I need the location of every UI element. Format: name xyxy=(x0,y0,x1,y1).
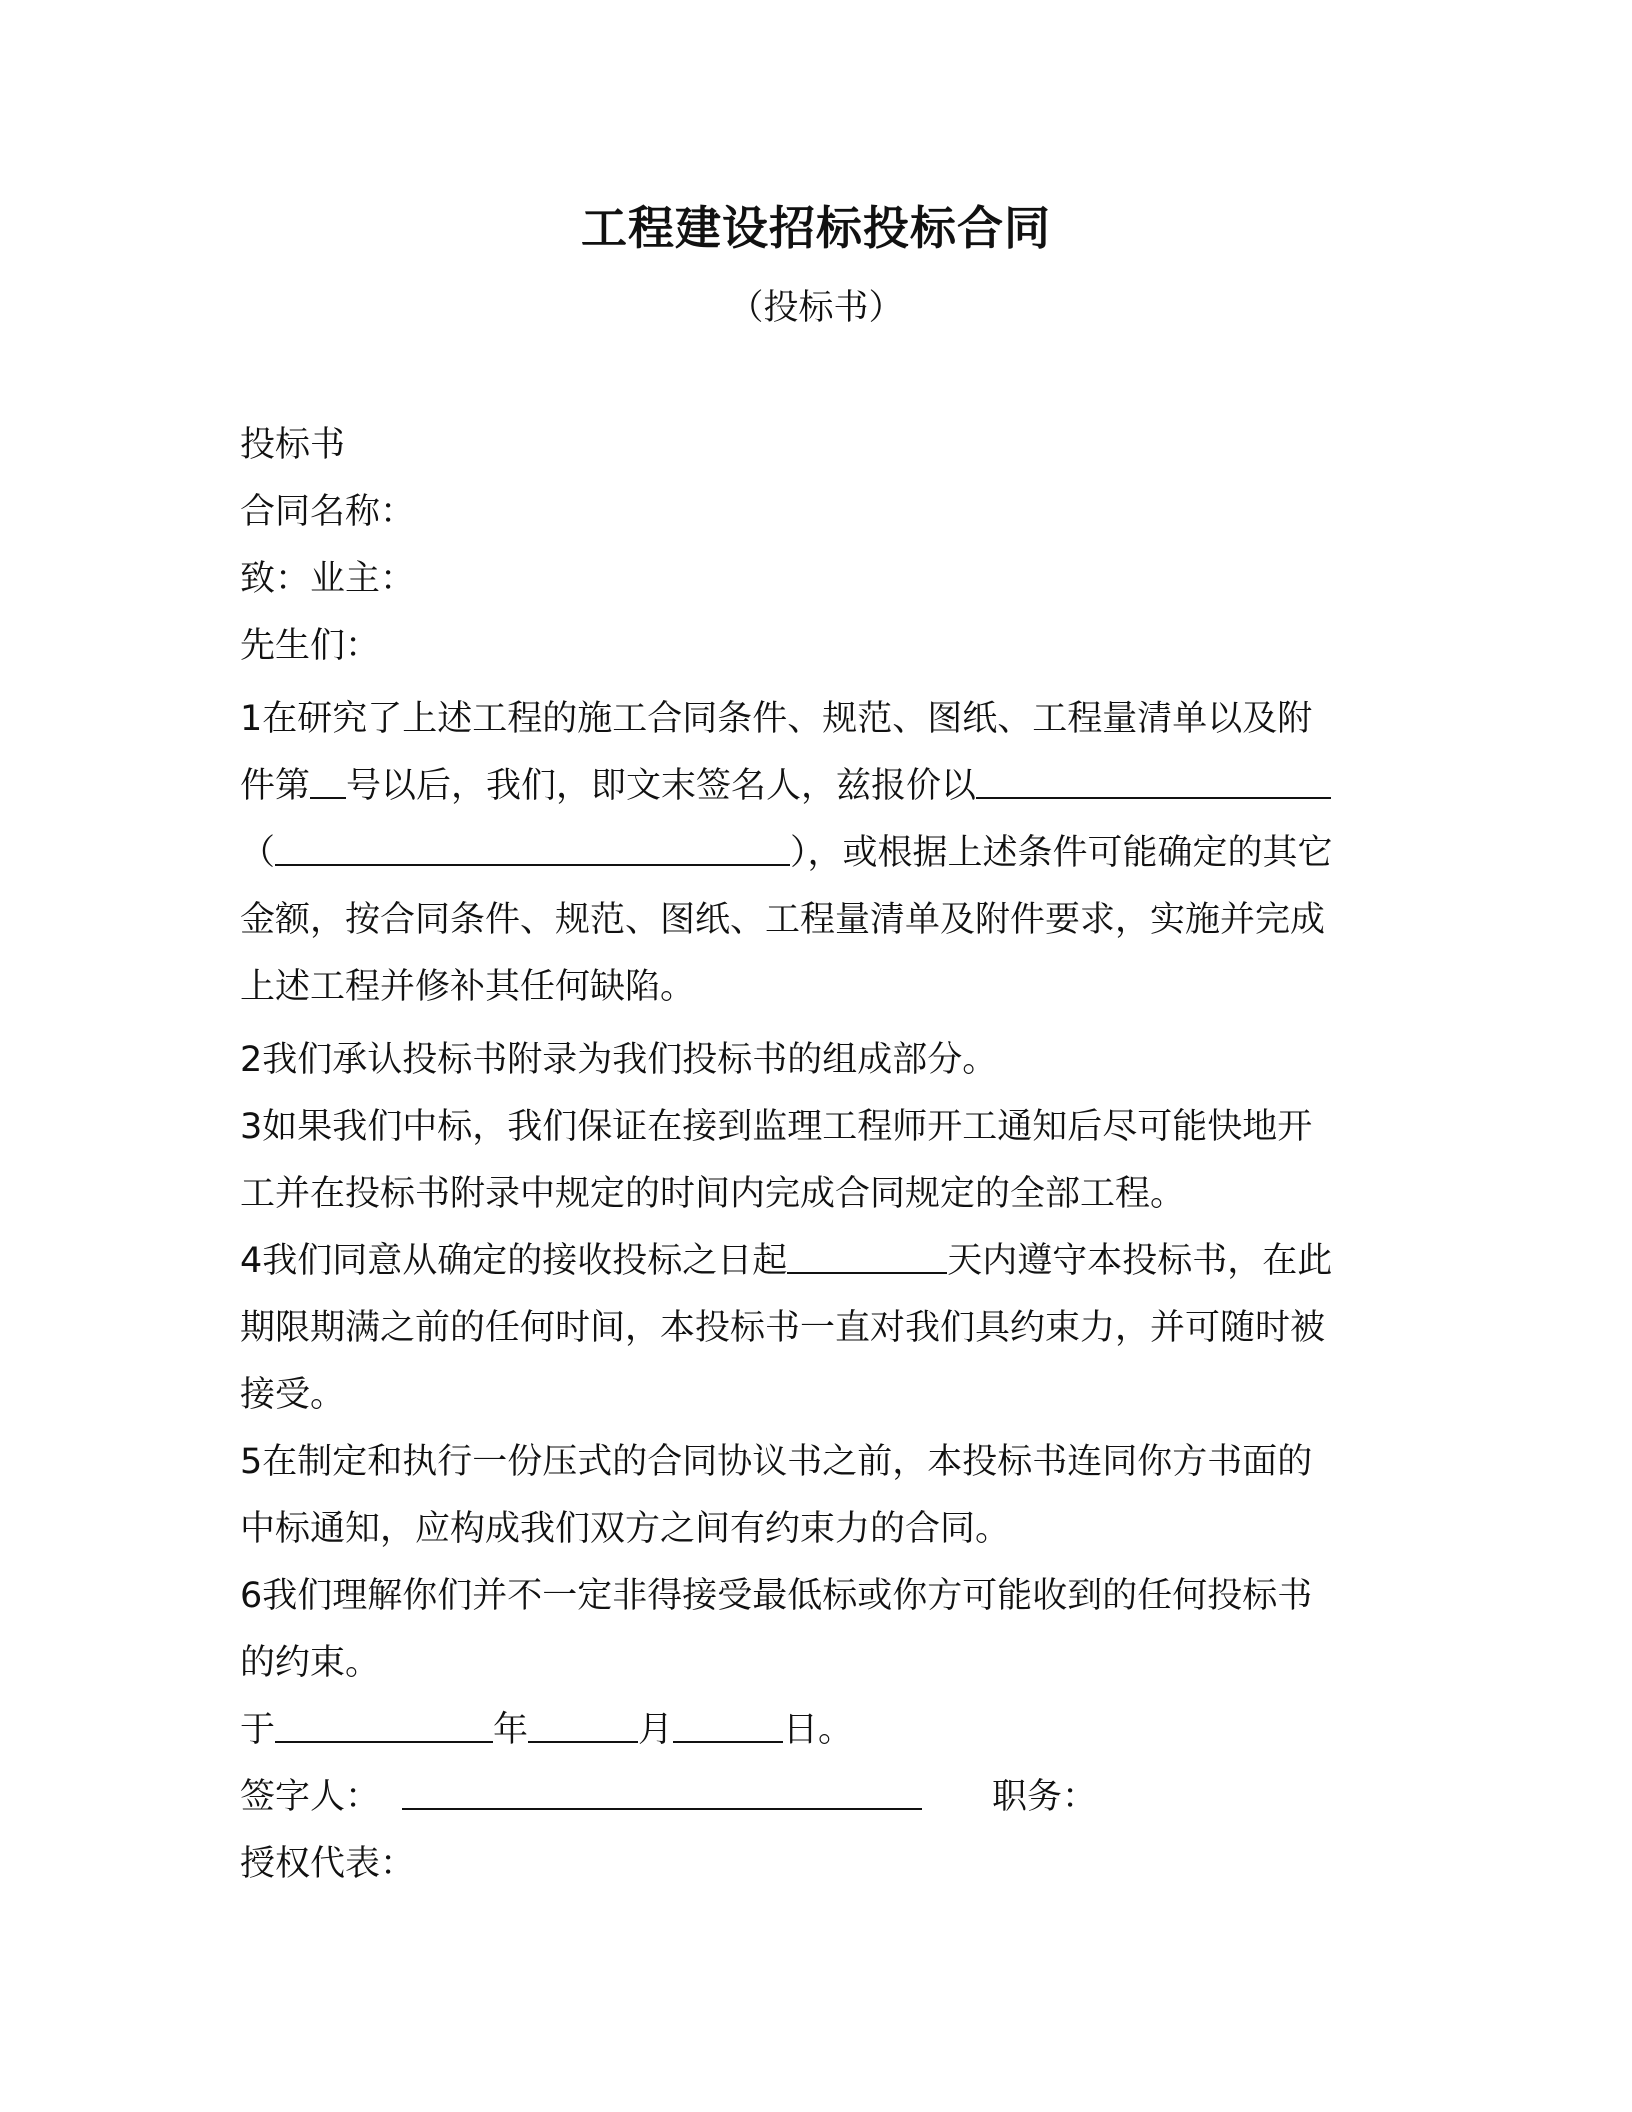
day-label: 日。 xyxy=(783,1710,854,1750)
paragraph-4-line xyxy=(240,1228,1392,1295)
paragraph-1-text: ），或根据上述条件可能确定的其它 xyxy=(790,833,1333,873)
validity-days-blank[interactable] xyxy=(787,1232,947,1274)
paragraph-4-line: 接受。 xyxy=(240,1375,346,1415)
signatory-line xyxy=(240,1764,1392,1831)
paragraph-4-line: 期限期满之前的任何时间，本投标书一直对我们具约束力，并可随时被 xyxy=(240,1308,1326,1348)
paragraph-6-line: 6我们理解你们并不一定非得接受最低标或你方可能收到的任何投标书 xyxy=(240,1576,1313,1616)
to-owner-label: 致：业主： xyxy=(240,559,416,599)
paragraph-3-line: 3如果我们中标，我们保证在接到监理工程师开工通知后尽可能快地开 xyxy=(240,1107,1313,1147)
authorized-rep-label: 授权代表： xyxy=(240,1844,416,1884)
signatory-label: 签字人： xyxy=(240,1777,381,1817)
bid-price-blank[interactable] xyxy=(976,757,1331,799)
paragraph-1-line xyxy=(240,820,1392,887)
day-blank[interactable] xyxy=(673,1701,783,1743)
date-prefix: 于 xyxy=(240,1710,276,1750)
paragraph-6-line: 的约束。 xyxy=(240,1643,381,1683)
month-blank[interactable] xyxy=(528,1701,638,1743)
document-body xyxy=(240,412,1392,1898)
document-title: 工程建设招标投标合同 xyxy=(581,201,1051,255)
annex-number-blank[interactable] xyxy=(310,757,346,799)
paragraph-1-text: 号以后，我们，即文末签名人，兹报价以 xyxy=(346,766,977,806)
paragraph-3 xyxy=(240,1094,1392,1228)
paragraph-4-text: 天内遵守本投标书，在此 xyxy=(947,1241,1333,1281)
paragraph-4 xyxy=(240,1228,1392,1429)
paragraph-1-line: 上述工程并修补其任何缺陷。 xyxy=(240,967,696,1007)
paragraph-2 xyxy=(240,1027,1392,1094)
salutation: 先生们： xyxy=(240,626,381,666)
paragraph-1-text: （ xyxy=(240,833,276,873)
paragraph-1-line xyxy=(240,753,1392,820)
paragraph-2-line: 2我们承认投标书附录为我们投标书的组成部分。 xyxy=(240,1040,998,1080)
paragraph-1 xyxy=(240,686,1392,1021)
position-label: 职务： xyxy=(992,1777,1098,1817)
year-blank[interactable] xyxy=(275,1701,493,1743)
paragraph-3-line: 工并在投标书附录中规定的时间内完成合同规定的全部工程。 xyxy=(240,1174,1186,1214)
document-subtitle: （投标书） xyxy=(728,288,904,328)
signatory-blank[interactable] xyxy=(402,1768,922,1810)
paragraph-4-text: 4我们同意从确定的接收投标之日起 xyxy=(240,1241,788,1281)
month-label: 月 xyxy=(638,1710,674,1750)
bid-price-words-blank[interactable] xyxy=(275,824,790,866)
paragraph-1-line: 金额，按合同条件、规范、图纸、工程量清单及附件要求，实施并完成 xyxy=(240,900,1326,940)
paragraph-6 xyxy=(240,1563,1392,1697)
paragraph-1-line: 1在研究了上述工程的施工合同条件、规范、图纸、工程量清单以及附 xyxy=(240,699,1313,739)
paragraph-5-line: 中标通知，应构成我们双方之间有约束力的合同。 xyxy=(240,1509,1011,1549)
paragraph-5-line: 5在制定和执行一份压式的合同协议书之前，本投标书连同你方书面的 xyxy=(240,1442,1313,1482)
paragraph-5 xyxy=(240,1429,1392,1563)
year-label: 年 xyxy=(493,1710,529,1750)
contract-name-label: 合同名称： xyxy=(240,492,416,532)
paragraph-1-text: 件第 xyxy=(240,766,311,806)
heading-bid-letter: 投标书 xyxy=(240,425,346,465)
date-line xyxy=(240,1697,1392,1764)
